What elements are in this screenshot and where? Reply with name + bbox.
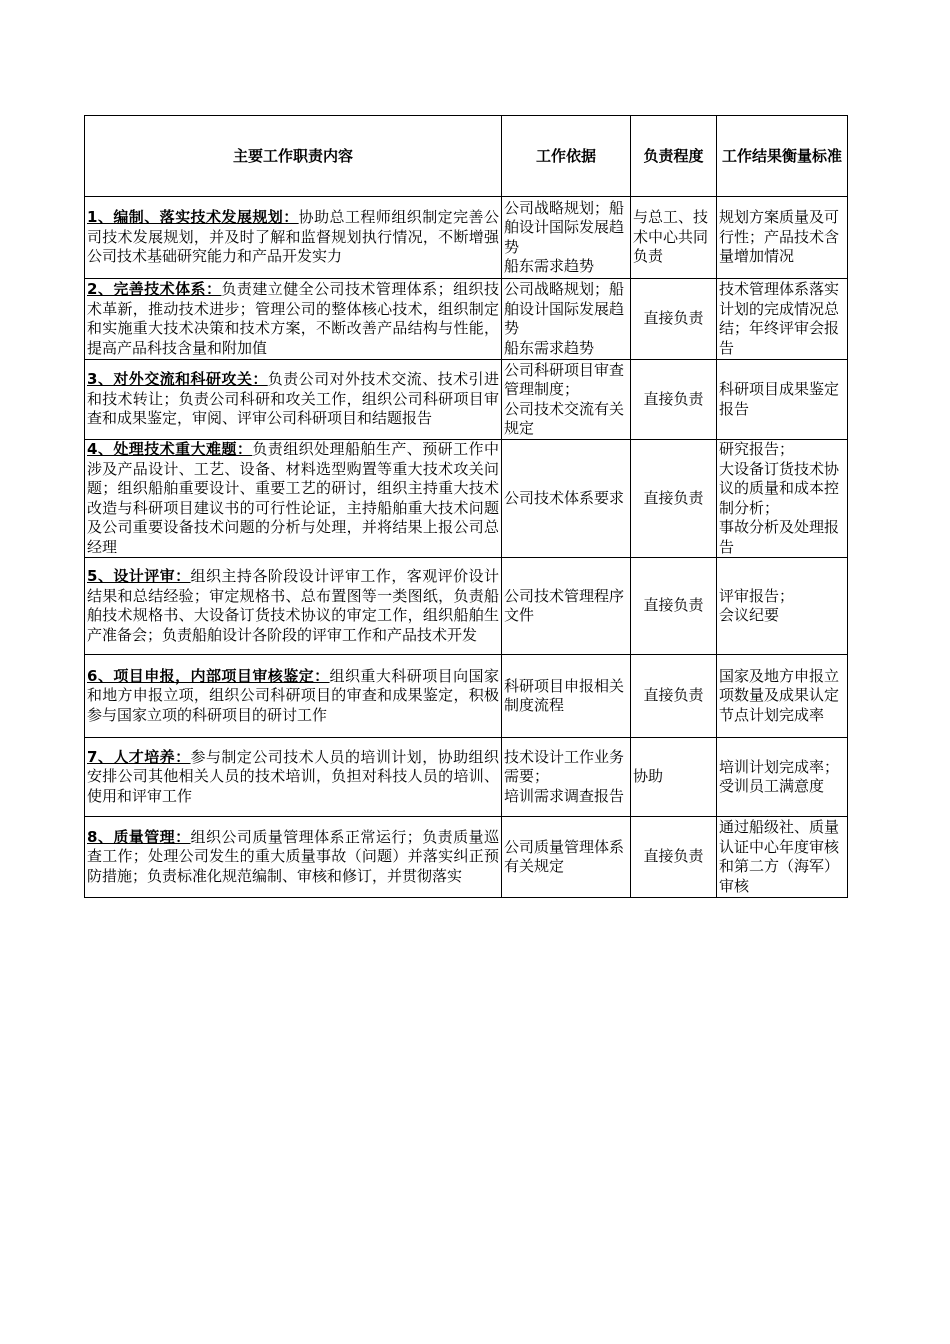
row-standard <box>717 440 848 558</box>
row-standard: 通过船级社、质量认证中心年度审核和第二方（海军）审核 <box>717 817 848 898</box>
row-responsibility: 直接负责 <box>631 440 717 558</box>
row-standard: 技术管理体系落实计划的完成情况总结；年终评审会报告 <box>717 279 848 360</box>
header-responsibility: 负责程度 <box>631 116 717 197</box>
row-desc: 负责建立健全公司技术管理体系；组织技术革新，推动技术进步；管理公司的整体核心技术，组织制定和实施重大技术决策和技术方案，不断改善产品结构与性能，提高产品科技含量和附加值 <box>87 280 499 357</box>
header-content: 主要工作职责内容 <box>85 116 502 197</box>
table-row <box>85 360 848 440</box>
row-title: 1、编制、落实技术发展规划： <box>87 208 299 227</box>
row-content <box>85 440 502 558</box>
header-basis: 工作依据 <box>502 116 631 197</box>
row-desc: 组织重大科研项目向国家和地方申报立项，组织公司科研项目的审查和成果鉴定，积极参与国家立项的科研项目的研讨工作 <box>87 666 499 724</box>
table-row <box>85 558 848 655</box>
row-responsibility: 直接负责 <box>631 817 717 898</box>
row-content <box>85 360 502 440</box>
table-header-row <box>85 116 848 197</box>
row-content <box>85 279 502 360</box>
row-desc: 组织公司质量管理体系正常运行；负责质量巡查工作；处理公司发生的重大质量事故（问题）并落实纠正预防措施；负责标准化规范编制、审核和修订，并贯彻落实 <box>87 827 499 885</box>
basis-text: 公司战略规划；船舶设计国际发展趋势 船东需求趋势 <box>504 280 625 357</box>
basis-text: 公司科研项目审查管理制度； 公司技术交流有关规定 <box>504 360 625 437</box>
row-content <box>85 197 502 279</box>
row-title: 8、质量管理： <box>87 827 191 846</box>
table-row <box>85 279 848 360</box>
row-title: 6、项目申报，内部项目审核鉴定： <box>87 666 330 685</box>
table-row <box>85 738 848 817</box>
row-title: 5、设计评审： <box>87 567 191 585</box>
row-title: 2、完善技术体系： <box>87 280 222 298</box>
row-basis <box>502 360 631 440</box>
row-basis <box>502 440 631 558</box>
row-basis: 公司质量管理体系有关规定 <box>502 817 631 898</box>
responsibility-table <box>84 115 848 898</box>
row-responsibility: 直接负责 <box>631 279 717 360</box>
row-basis: 科研项目申报相关制度流程 <box>502 655 631 738</box>
row-responsibility: 直接负责 <box>631 655 717 738</box>
row-title: 7、人才培养： <box>87 747 191 766</box>
row-desc: 组织主持各阶段设计评审工作，客观评价设计结果和总结经验；审定规格书、总布置图等一类图纸，负责船舶技术规格书、大设备订货技术协议的审定工作，组织船舶生产准备会；负责船舶设计各阶段的评审工作和产品技术开发 <box>87 567 499 644</box>
row-basis <box>502 738 631 817</box>
row-basis <box>502 197 631 279</box>
row-desc: 负责组织处理船舶生产、预研工作中涉及产品设计、工艺、设备、材料选型购置等重大技术攻关问题；组织船舶重要设计、重要工艺的研讨，组织主持重大技术改造与科研项目建议书的可行性论证，主持船舶重大技术问题及公司重要设备技术问题的分析与处理，并将结果上报公司总经理 <box>87 440 499 556</box>
row-content <box>85 558 502 655</box>
table-row <box>85 655 848 738</box>
basis-text: 公司技术体系要求 <box>504 488 625 507</box>
basis-text: 公司战略规划；船舶设计国际发展趋势 船东需求趋势 <box>504 198 625 275</box>
row-content <box>85 738 502 817</box>
standard-text: 国家及地方申报立项数量及成果认定 节点计划完成率 <box>719 666 840 724</box>
row-standard <box>717 655 848 738</box>
row-standard <box>717 558 848 655</box>
standard-text: 评审报告； 会议纪要 <box>719 586 795 624</box>
standard-text: 研究报告； 大设备订货技术协议的质量和成本控制分析； 事故分析及处理报告 <box>719 440 840 556</box>
row-basis <box>502 279 631 360</box>
row-content <box>85 817 502 898</box>
row-desc: 协助总工程师组织制定完善公司技术发展规划，并及时了解和监督规划执行情况，不断增强公司技术基础研究能力和产品开发实力 <box>87 208 499 266</box>
row-standard: 规划方案质量及可行性；产品技术含量增加情况 <box>717 197 848 279</box>
row-desc: 参与制定公司技术人员的培训计划，协助组织安排公司其他相关人员的技术培训，负担对科技人员的培训、使用和评审工作 <box>87 747 499 805</box>
row-title: 4、处理技术重大难题： <box>87 440 253 458</box>
row-content <box>85 655 502 738</box>
basis-text: 技术设计工作业务需要； 培训需求调查报告 <box>504 747 625 805</box>
row-standard: 培训计划完成率；受训员工满意度 <box>717 738 848 817</box>
row-responsibility: 与总工、技术中心共同负责 <box>631 197 717 279</box>
row-title: 3、对外交流和科研攻关： <box>87 370 268 389</box>
table-row <box>85 817 848 898</box>
table-row <box>85 197 848 279</box>
table-row <box>85 440 848 558</box>
row-responsibility: 协助 <box>631 738 717 817</box>
row-basis: 公司技术管理程序文件 <box>502 558 631 655</box>
row-desc: 负责公司对外技术交流、技术引进和技术转让；负责公司科研和攻关工作，组织公司科研项目审查和成果鉴定，审阅、评审公司科研项目和结题报告 <box>87 370 499 428</box>
row-responsibility: 直接负责 <box>631 558 717 655</box>
row-responsibility: 直接负责 <box>631 360 717 440</box>
row-standard: 科研项目成果鉴定报告 <box>717 360 848 440</box>
header-standard: 工作结果衡量标准 <box>717 116 848 197</box>
